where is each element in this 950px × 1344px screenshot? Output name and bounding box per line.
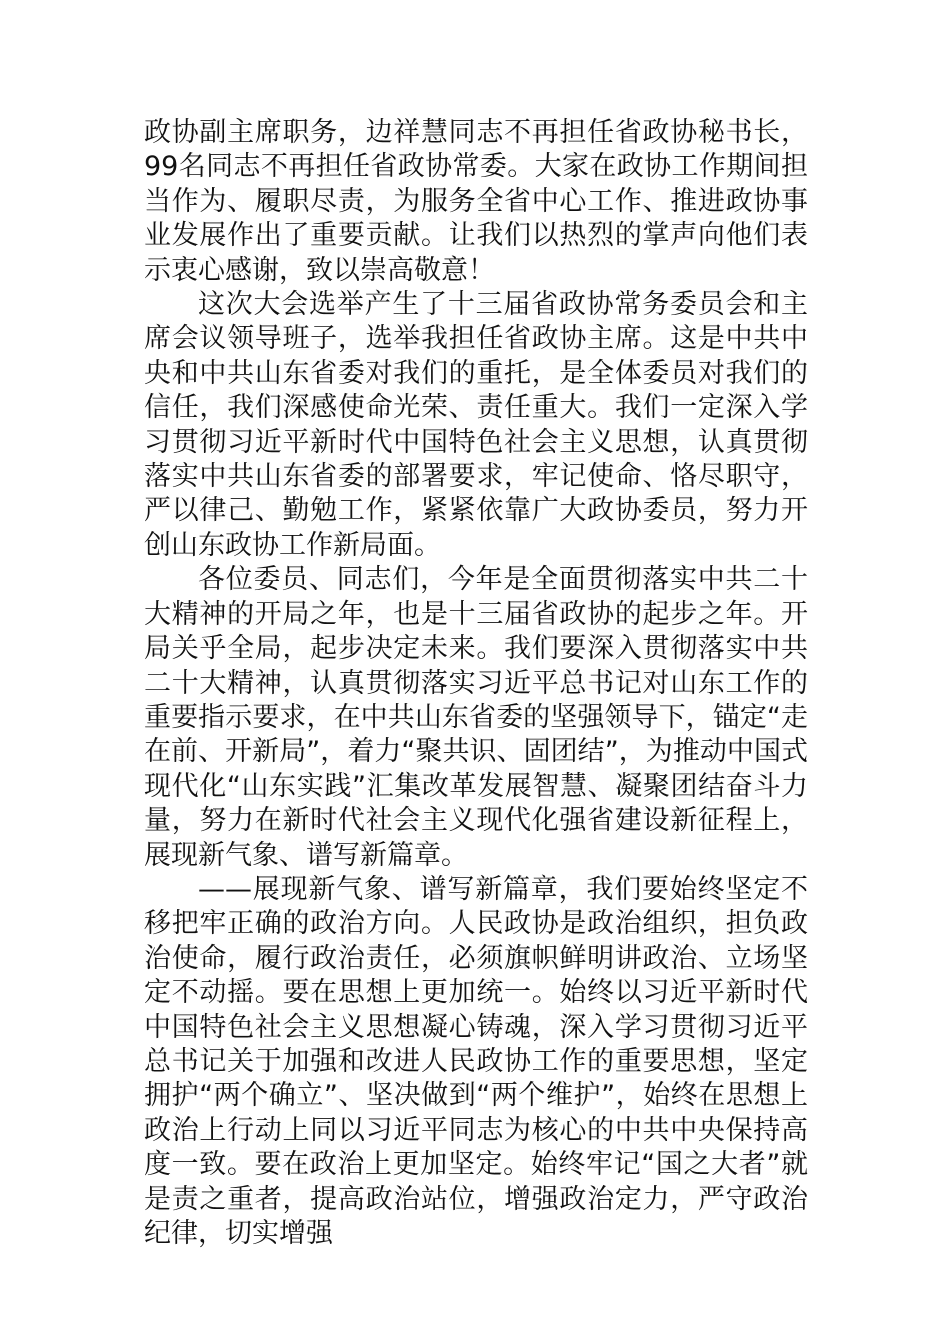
paragraph-4: ——展现新气象、谱写新篇章，我们要始终坚定不移把牢正确的政治方向。人民政协是政治组织，担负政治使命，履行政治责任，必须旗帜鲜明讲政治、立场坚定不动摇。要在思想上更加统一。始终以习近平新时代中国特色社会主义思想凝心铸魂，深入学习贯彻习近平总书记关于加强和改进人民政协工作的重要思想，坚定拥护“两个确立”、坚决做到“两个维护”，始终在思想上政治上行动上同以习近平同志为核心的中共中央保持高度一致。要在政治上更加坚定。始终牢记“国之大者”就是责之重者，提高政治站位，增强政治定力，严守政治纪律，切实增强 xyxy=(144,873,808,1249)
body-text xyxy=(144,116,808,1251)
paragraph-3: 各位委员、同志们，今年是全面贯彻落实中共二十大精神的开局之年，也是十三届省政协的起步之年。开局关乎全局，起步决定未来。我们要深入贯彻落实中共二十大精神，认真贯彻落实习近平总书记对山东工作的重要指示要求，在中共山东省委的坚强领导下，锚定“走在前、开新局”，着力“聚共识、固团结”，为推动中国式现代化“山东实践”汇集改革发展智慧、凝聚团结奋斗力量，努力在新时代社会主义现代化强省建设新征程上，展现新气象、谱写新篇章。 xyxy=(144,564,808,871)
paragraph-2: 这次大会选举产生了十三届省政协常务委员会和主席会议领导班子，选举我担任省政协主席。这是中共中央和中共山东省委对我们的重托，是全体委员对我们的信任，我们深感使命光荣、责任重大。我们一定深入学习贯彻习近平新时代中国特色社会主义思想，认真贯彻落实中共山东省委的部署要求，牢记使命、恪尽职守，严以律己、勤勉工作，紧紧依靠广大政协委员，努力开创山东政协工作新局面。 xyxy=(144,289,808,561)
paragraph-1: 政协副主席职务，边祥慧同志不再担任省政协秘书长，99名同志不再担任省政协常委。大家在政协工作期间担当作为、履职尽责，为服务全省中心工作、推进政协事业发展作出了重要贡献。让我们以热烈的掌声向他们表示衷心感谢，致以崇高敬意！ xyxy=(144,117,808,286)
